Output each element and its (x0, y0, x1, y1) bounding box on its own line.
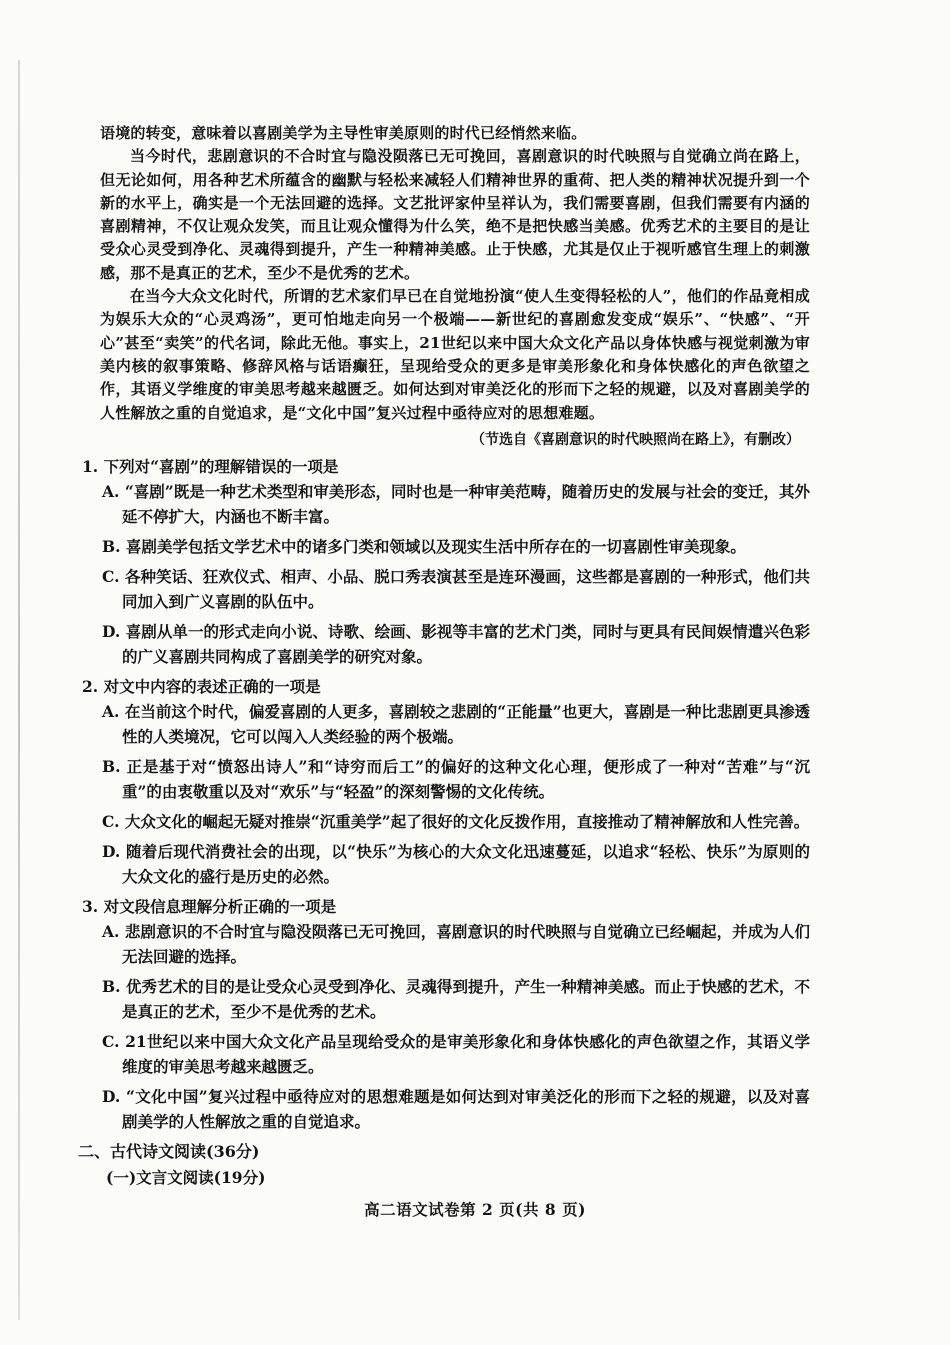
question-2 (82, 674, 810, 889)
option-d: D. 随着后现代消费社会的出现，以“快乐”为核心的大众文化迅速蔓延，以追求“轻松、快乐”为原则的大众文化的盛行是历史的必然。 (102, 841, 810, 886)
option-a: A. 在当前这个时代，偏爱喜剧的人更多，喜剧较之悲剧的“正能量”也更大，喜剧是一种比悲剧更具渗透性的人类境况，它可以闯入人类经验的两个极端。 (102, 701, 810, 746)
option-c: C. 各种笑话、狂欢仪式、相声、小品、脱口秀表演甚至是连环漫画，这些都是喜剧的一种形式，他们共同加入到广义喜剧的队伍中。 (102, 566, 810, 611)
question-stem: 1. 下列对“喜剧”的理解错误的一项是 (82, 456, 339, 476)
option-a: A. “喜剧”既是一种艺术类型和审美形态，同时也是一种审美范畴，随着历史的发展与社会的变迁，其外延不停扩大，内涵也不断丰富。 (102, 481, 810, 526)
option-b: B. 喜剧美学包括文学艺术中的诸多门类和领域以及现实生活中所存在的一切喜剧性审美现象。 (102, 536, 746, 556)
page-content (78, 122, 810, 1191)
passage-source: （节选自《喜剧意识的时代映照尚在路上》，有删改） (471, 431, 800, 448)
passage-paragraph: 在当今大众文化时代，所谓的艺术家们早已在自觉地扮演“使人生变得轻松的人”，他们的作品竟相成为娱乐大众的“心灵鸡汤”，更可怕地走向另一个极端——新世纪的喜剧愈发变成“娱乐”、“快感”、“开心”甚至“卖笑”的代名词，除此无他。事实上，21世纪以来中国大众文化产品以身体快感与视觉刺激为审美内核的叙事策略、修辞风格与话语癫狂，呈现给受众的更多是审美形象化和身体快感化的声色欲望之作，其语义学维度的审美思考越来越匮乏。如何达到对审美泛化的形而下之轻的规避，以及对喜剧美学的人性解放之重的自觉追求，是“文化中国”复兴过程中亟待应对的思想难题。 (100, 287, 810, 422)
passage-paragraph: 当今时代，悲剧意识的不合时宜与隐没陨落已无可挽回，喜剧意识的时代映照与自觉确立尚在路上，但无论如何，用各种艺术所蕴含的幽默与轻松来减轻人们精神世界的重荷、把人类的精神状况提升到一个新的水平上，确实是一个无法回避的选择。文艺批评家仲呈祥认为，我们需要喜剧，但我们需要有内涵的喜剧精神，不仅让观众发笑，而且让观众懂得为什么笑，绝不是把快感当美感。优秀艺术的主要目的是让受众心灵受到净化、灵魂得到提升，产生一种精神美感。止于快感，尤其是仅止于视听感官生理上的刺激感，那不是真正的艺术，至少不是优秀的艺术。 (100, 147, 810, 282)
option-b: B. 正是基于对“愤怒出诗人”和“诗穷而后工”的偏好的这种文化心理，便形成了一种对“苦难”与“沉重”的由衷敬重以及对“欢乐”与“轻盈”的深刻警惕的文化传统。 (102, 756, 810, 801)
question-stem: 2. 对文中内容的表述正确的一项是 (82, 676, 321, 696)
question-1 (82, 454, 810, 669)
scan-edge-line (18, 60, 20, 1320)
question-3 (82, 894, 810, 1134)
option-d: D. “文化中国”复兴过程中亟待应对的思想难题是如何达到对审美泛化的形而下之轻的规避，以及对喜剧美学的人性解放之重的自觉追求。 (102, 1086, 810, 1131)
subsection-title: (一)文言文阅读(19分) (106, 1167, 266, 1187)
page-footer: 高二语文试卷第 2 页(共 8 页) (364, 1200, 586, 1219)
passage-paragraph: 语境的转变，意味着以喜剧美学为主导性审美原则的时代已经悄然来临。 (100, 124, 587, 142)
option-c: C. 大众文化的崛起无疑对推崇“沉重美学”起了很好的文化反拨作用，直接推动了精神解放和人性完善。 (102, 811, 810, 831)
question-stem: 3. 对文段信息理解分析正确的一项是 (82, 896, 337, 916)
reading-passage (100, 122, 810, 452)
option-b: B. 优秀艺术的目的是让受众心灵受到净化、灵魂得到提升，产生一种精神美感。而止于快感的艺术，不是真正的艺术，至少不是优秀的艺术。 (102, 976, 810, 1021)
option-c: C. 21世纪以来中国大众文化产品呈现给受众的是审美形象化和身体快感化的声色欲望之作，其语义学维度的审美思考越来越匮乏。 (102, 1031, 810, 1076)
section-title: 二、古代诗文阅读(36分) (78, 1141, 260, 1161)
option-a: A. 悲剧意识的不合时宜与隐没陨落已无可挽回，喜剧意识的时代映照与自觉确立已经崛起，并成为人们无法回避的选择。 (102, 921, 810, 966)
option-d: D. 喜剧从单一的形式走向小说、诗歌、绘画、影视等丰富的艺术门类，同时与更具有民间娱情遣兴色彩的广义喜剧共同构成了喜剧美学的研究对象。 (102, 621, 810, 666)
